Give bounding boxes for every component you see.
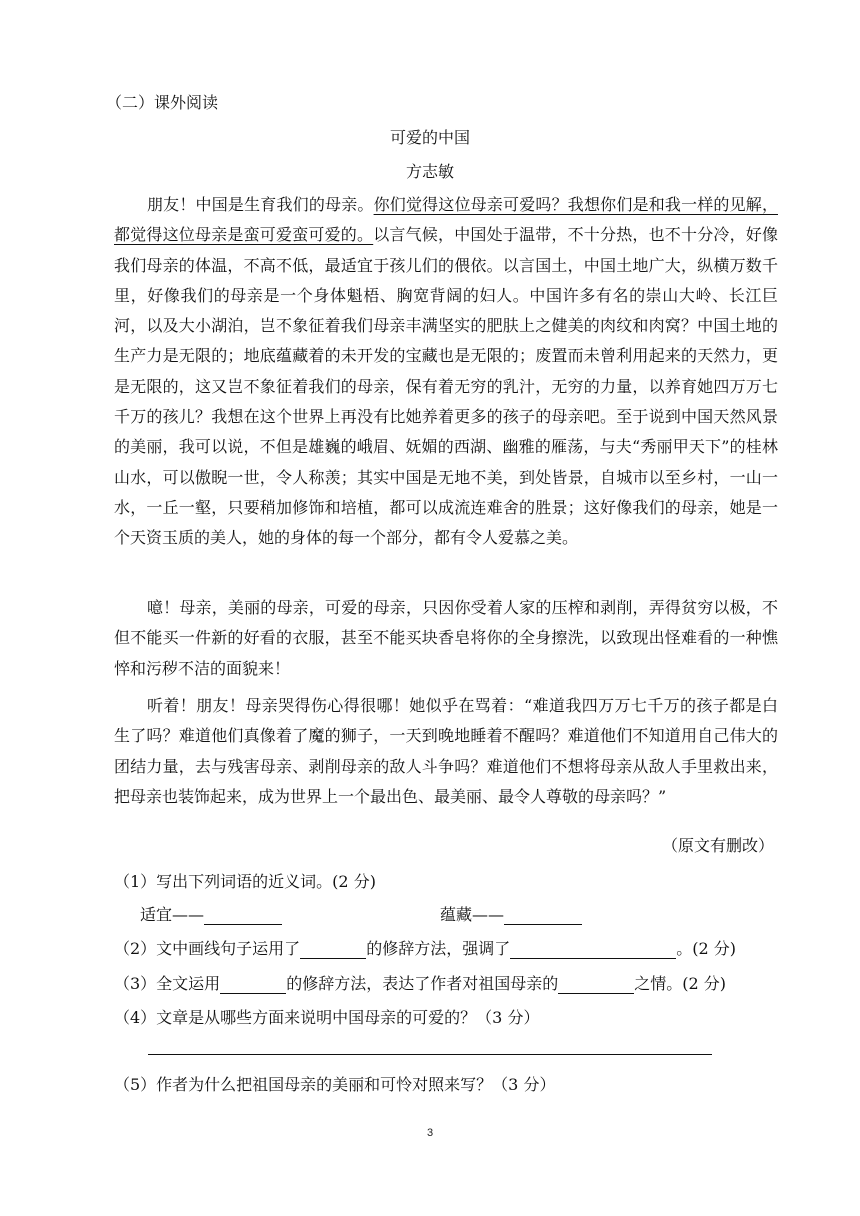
- section-heading: （二）课外阅读: [106, 93, 219, 112]
- question-5: （5）作者为什么把祖国母亲的美丽和可怜对照来写？（3 分）: [114, 1075, 556, 1094]
- paragraph-2: 噫！母亲，美丽的母亲，可爱的母亲，只因你受着人家的压榨和剥削，弄得贫穷以极，不但不能买一件新的好看的衣服，甚至不能买块香皂将你的全身擦洗，以致现出怪难看的一种憔悴和污秽不洁的面貌来！: [114, 598, 778, 678]
- abridged-note: （原文有删改）: [661, 836, 774, 855]
- q3-text-a: （3）全文运用: [114, 974, 221, 993]
- q2-answer-blank-2[interactable]: [510, 940, 676, 959]
- question-1: （1）写出下列词语的近义词。(2 分): [114, 872, 376, 891]
- q2-text-c: 。(2 分): [676, 939, 736, 958]
- question-4: （4）文章是从哪些方面来说明中国母亲的可爱的？（3 分）: [114, 1008, 540, 1027]
- q1-item-2: [440, 905, 582, 925]
- question-2: [114, 939, 736, 959]
- q1-word-2: 蕴藏——: [440, 905, 505, 924]
- q1-answer-blank-2[interactable]: [504, 906, 582, 925]
- q1-answer-blank-1[interactable]: [204, 906, 282, 925]
- q1-item-1: [140, 905, 282, 925]
- article-title: 可爱的中国: [389, 128, 470, 147]
- underlined-sentence: 你们觉得这位母亲可爱吗？我想你们是和我一样的见解，都觉得这位母亲是蛮可爱蛮可爱的。: [114, 195, 778, 245]
- page-number: 3: [426, 1127, 434, 1139]
- paragraph-1-lead: 朋友！中国是生育我们的母亲。: [147, 195, 374, 214]
- question-3: [114, 974, 726, 994]
- q2-text-b: 的修辞方法，强调了: [366, 939, 511, 958]
- article-author: 方志敏: [405, 162, 454, 181]
- paragraph-1-rest: 以言气候，中国处于温带，不十分热，也不十分冷，好像我们母亲的体温，不高不低，最适宜于孩儿们的偎依。以言国土，中国土地广大，纵横万数千里，好像我们的母亲是一个身体魁梧、胸宽背阔的妇人。中国许多有名的崇山大岭、长江巨河，以及大小湖泊，岂不象征着我们母亲丰满坚实的肥肤上之健美的肉纹和肉窝？中国土地的生产力是无限的；地底蕴藏着的未开发的宝藏也是无限的；废置而未曾利用起来的天然力，更是无限的，这又岂不象征着我们的母亲，保有着无穷的乳汁，无穷的力量，以养育她四万万七千万的孩儿？我想在这个世界上再没有比她养着更多的孩子的母亲吧。至于说到中国天然风景的美丽，我可以说，不但是雄巍的峨眉、妩媚的西湖、幽雅的雁荡，与夫“秀丽甲天下”的桂林山水，可以傲睨一世，令人称羡；其实中国是无地不美，到处皆景，自城市以至乡村，一山一水，一丘一壑，只要稍加修饰和培植，都可以成流连难舍的胜景；这好像我们的母亲，她是一个天资玉质的美人，她的身体的每一个部分，都有令人爱慕之美。: [114, 225, 778, 548]
- paragraph-1: [114, 190, 778, 554]
- q3-text-b: 的修辞方法，表达了作者对祖国母亲的: [286, 974, 559, 993]
- q3-answer-blank-2[interactable]: [558, 975, 634, 994]
- paragraph-3: 听着！朋友！母亲哭得伤心得很哪！她似乎在骂着：“难道我四万万七千万的孩子都是白生了吗？难道他们真像着了魔的狮子，一天到晚地睡着不醒吗？难道他们不知道用自己伟大的团结力量，去与残害母亲、剥削母亲的敌人斗争吗？难道他们不想将母亲从敌人手里救出来，把母亲也装饰起来，成为世界上一个最出色、最美丽、最令人尊敬的母亲吗？”: [114, 696, 778, 806]
- q3-answer-blank-1[interactable]: [220, 975, 286, 994]
- q4-answer-line[interactable]: [148, 1054, 712, 1055]
- q1-word-1: 适宜——: [140, 905, 205, 924]
- q2-answer-blank-1[interactable]: [300, 940, 366, 959]
- q3-text-c: 之情。(2 分): [634, 974, 726, 993]
- q2-text-a: （2）文中画线句子运用了: [114, 939, 301, 958]
